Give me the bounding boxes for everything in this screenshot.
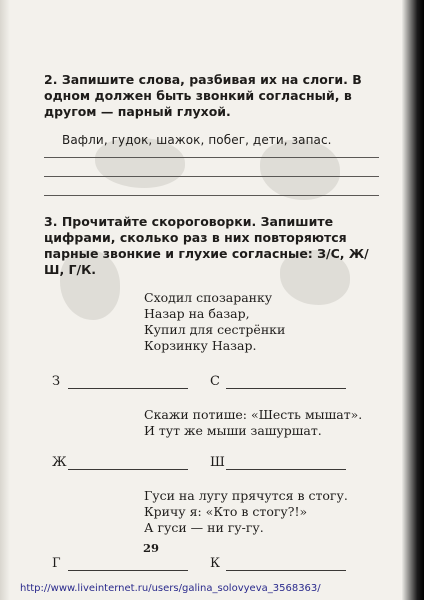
letter-label: Ш	[210, 455, 225, 470]
poem-line: Скажи потише: «Шесть мышат».	[144, 407, 363, 422]
answer-blank[interactable]	[226, 457, 346, 470]
poem-line: Купил для сестрёнки	[144, 322, 286, 337]
answer-blank[interactable]	[68, 457, 188, 470]
letter-label: С	[210, 374, 220, 389]
answer-line[interactable]	[44, 195, 379, 196]
task-3-number: 3.	[44, 214, 58, 229]
poem-line: Кричу я: «Кто в стогу?!»	[144, 504, 308, 519]
answer-line[interactable]	[44, 157, 379, 158]
page-number: 29	[143, 541, 160, 555]
answer-blank[interactable]	[226, 558, 346, 571]
poem-line: Гуси на лугу прячутся в стогу.	[144, 488, 348, 503]
letter-label: Г	[52, 556, 61, 571]
tongue-twister-2	[144, 407, 379, 439]
scan-edge-right	[402, 0, 424, 600]
workbook-page	[44, 72, 379, 571]
task-2-number: 2.	[44, 72, 58, 87]
tongue-twister-3	[144, 488, 379, 536]
answer-blank[interactable]	[68, 376, 188, 389]
task-3-instructions	[44, 214, 379, 278]
letter-label: К	[210, 556, 221, 571]
letter-label: З	[52, 374, 61, 389]
answer-row-zh-sh	[52, 455, 379, 470]
poem-line: А гуси — ни гу-гу.	[144, 520, 264, 535]
poem-line: И тут же мыши зашуршат.	[144, 423, 322, 438]
source-watermark-url: http://www.liveinternet.ru/users/galina_solovyeva_3568363/	[20, 583, 321, 594]
task-2-word-list: Вафли, гудок, шажок, побег, дети, запас.	[62, 133, 332, 147]
answer-row-g-k	[52, 556, 379, 571]
task-2-text: Запишите слова, разбивая их на слоги. В одном должен быть звонкий согласный, в другом — парный глухой.	[44, 72, 362, 119]
letter-label: Ж	[52, 455, 67, 470]
poem-line: Назар на базар,	[144, 306, 250, 321]
task-2	[44, 72, 379, 196]
tongue-twister-1	[144, 290, 379, 354]
answer-line[interactable]	[44, 176, 379, 177]
scan-edge-left	[0, 0, 10, 600]
answer-blank[interactable]	[68, 558, 188, 571]
task-3	[44, 214, 379, 571]
task-3-text: Прочитайте скороговорки. Запишите цифрами, сколько раз в них повторяются парные звонкие и глухие согласные: З/С, Ж/Ш, Г/К.	[44, 214, 369, 277]
answer-row-z-s	[52, 374, 379, 389]
poem-line: Сходил спозаранку	[144, 290, 273, 305]
poem-line: Корзинку Назар.	[144, 338, 257, 353]
answer-blank[interactable]	[226, 376, 346, 389]
task-2-instructions	[44, 72, 379, 120]
